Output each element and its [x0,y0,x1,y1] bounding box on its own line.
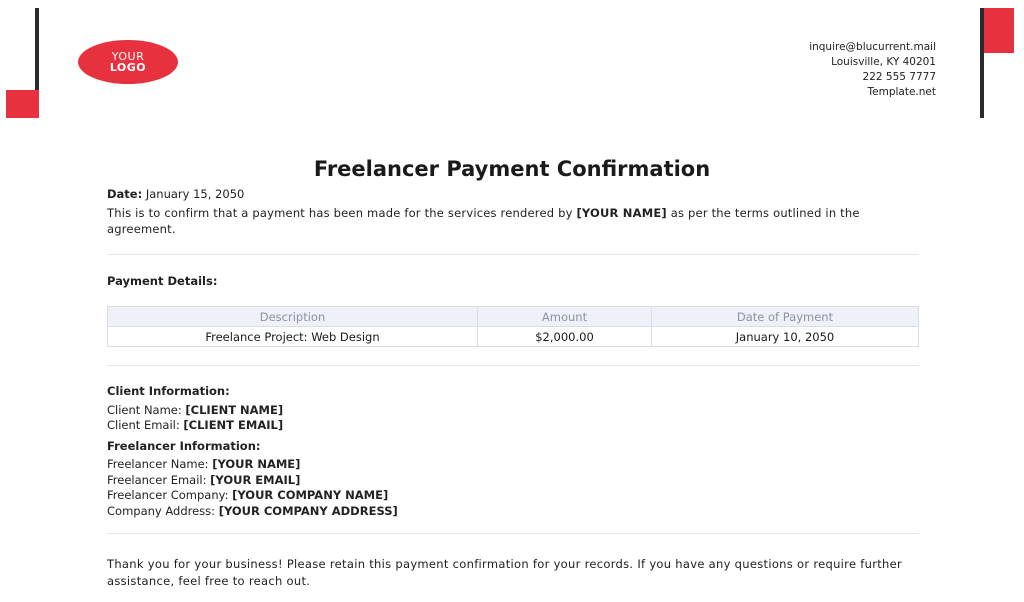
intro-text: This is to confirm that a payment has been made for the services rendered by [107,206,577,220]
date-value: January 15, 2050 [145,187,245,201]
freelancer-name-value: [YOUR NAME] [212,457,301,471]
client-info-section [107,384,919,519]
freelancer-name-line [107,457,919,473]
client-name-label: Client Name: [107,402,186,417]
client-email-value: [CLIENT EMAIL] [183,418,284,432]
divider-1 [107,254,919,255]
client-name-value: [CLIENT NAME] [185,402,284,417]
company-address-value: [YOUR COMPANY ADDRESS] [218,503,398,518]
header-description: Description [108,307,478,327]
company-address-label: Company Address: [107,503,219,518]
freelancer-email-label: Freelancer Email: [107,472,211,487]
freelancer-company-label: Freelancer Company: [107,488,233,502]
company-address-line [107,504,919,520]
freelancer-email-line [107,473,919,489]
payment-table [107,306,919,347]
cell-date: January 10, 2050 [652,327,919,347]
cell-description: Freelance Project: Web Design [108,327,478,347]
intro-paragraph [107,205,919,237]
contact-block [809,40,936,100]
intro-name: [YOUR NAME] [576,206,667,220]
company-logo [78,40,178,84]
freelancer-company-value: [YOUR COMPANY NAME] [232,488,389,502]
divider-3 [107,533,919,534]
contact-website: Template.net [867,86,936,98]
freelancer-info-heading: Freelancer Information: [107,438,261,453]
contact-email: inquire@blucurrent.mail [809,41,936,53]
client-email-label: Client Email: [107,418,184,432]
freelancer-email-value: [YOUR EMAIL] [210,472,301,487]
closing-paragraph: Thank you for your business! Please retain this payment confirmation for your records. If you have any questions or require further assistance, feel free to reach out. [107,557,903,588]
header-amount: Amount [478,307,652,327]
logo-line-2: LOGO [109,61,147,74]
freelancer-company-line [107,488,919,504]
contact-address: Louisville, KY 40201 [831,56,936,68]
freelancer-name-label: Freelancer Name: [107,457,213,471]
document-title: Freelancer Payment Confirmation [313,157,711,181]
cell-amount: $2,000.00 [478,327,652,347]
left-red-block [6,90,39,118]
client-name-line [107,403,919,419]
client-email-line [107,418,919,434]
table-header-row [108,307,919,327]
payment-details-heading: Payment Details: [107,274,218,288]
header-date-of-payment: Date of Payment [652,307,919,327]
right-vertical-bar [980,8,984,118]
right-red-block [980,8,1014,53]
client-info-heading: Client Information: [107,384,230,398]
intro-suffix: as per the terms outlined in the agreement. [107,206,860,236]
table-row [108,327,919,347]
date-line [107,187,919,201]
date-label: Date: [107,187,143,201]
divider-2 [107,365,919,366]
contact-phone: 222 555 7777 [862,71,936,83]
logo-line-1: YOUR [111,50,145,63]
